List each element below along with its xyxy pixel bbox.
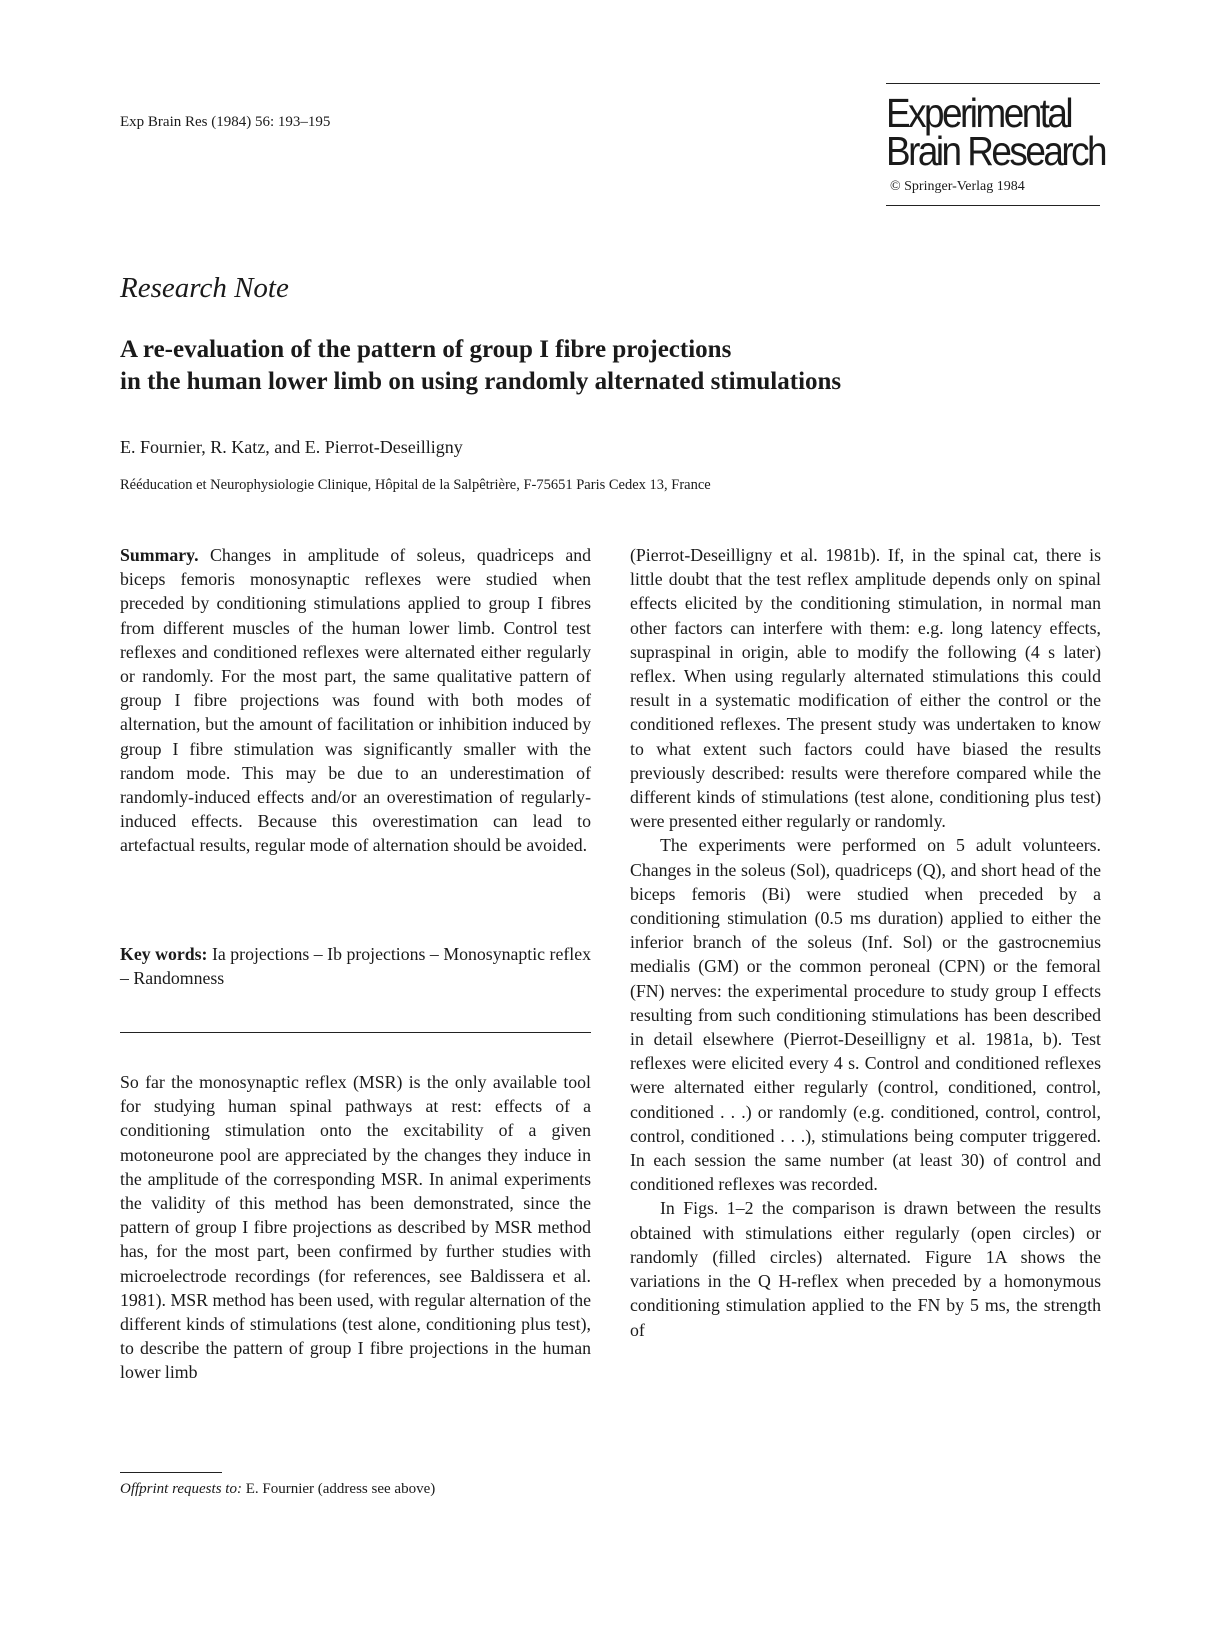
journal-citation: Exp Brain Res (1984) 56: 193–195 bbox=[120, 114, 331, 130]
right-column bbox=[630, 543, 1101, 1342]
journal-name bbox=[886, 90, 1106, 174]
footnote-text: E. Fournier (address see above) bbox=[245, 1481, 436, 1497]
copyright-notice: © Springer-Verlag 1984 bbox=[890, 179, 1025, 194]
title-line-1: A re-evaluation of the pattern of group I fibre projections bbox=[120, 336, 732, 363]
footnote-rule bbox=[120, 1472, 222, 1473]
masthead-bottom-rule bbox=[886, 205, 1100, 206]
journal-masthead bbox=[886, 83, 1106, 206]
intro-section bbox=[120, 1070, 591, 1385]
intro-paragraph: So far the monosynaptic reflex (MSR) is the only available tool for studying human spinal pathways at rest: effects of a conditioning stimulation onto the excitability of a given motoneurone pool are appreciated by the changes they induce in the amplitude of the corresponding MSR. In animal experiments the validity of this method has been demonstrated, since the pattern of group I fibre projections as described by MSR method has, for the most part, been confirmed by further studies with microelectrode recordings (for references, see Baldissera et al. 1981). MSR method has been used, with regular alternation of the different kinds of stimulations (test alone, conditioning plus test), to describe the pattern of group I fibre projections in the human lower limb bbox=[120, 1072, 591, 1383]
journal-name-line1: Experimental bbox=[886, 90, 1072, 136]
offprint-footnote bbox=[120, 1481, 435, 1498]
footnote-label: Offprint requests to: bbox=[120, 1481, 242, 1497]
section-divider bbox=[120, 1032, 591, 1033]
summary-text: Changes in amplitude of soleus, quadriceps and biceps femoris monosynaptic reflexes were studied when preceded by conditioning stimulations applied to group I fibres from different muscles of the human lower limb. Control test reflexes and conditioned reflexes were alternated either regularly or randomly. For the most part, the same qualitative pattern of group I fibre projections was found with both modes of alternation, but the amount of facilitation or inhibition induced by group I fibre stimulation was significantly smaller with the random mode. This may be due to an underestimation of randomly-induced effects and/or an overestimation of regularly-induced effects. Because this overestimation can lead to artefactual results, regular mode of alternation should be avoided. bbox=[120, 545, 591, 856]
article-title bbox=[120, 334, 1120, 398]
title-line-2: in the human lower limb on using randomly alternated stimulations bbox=[120, 368, 842, 395]
body-paragraph-2: The experiments were performed on 5 adult volunteers. Changes in the soleus (Sol), quadriceps (Q), and short head of the biceps femoris (Bi) were studied when preceded by a conditioning stimulation (0.5 ms duration) applied to either the inferior branch of the soleus (Inf. Sol) or the gastrocnemius medialis (GM) or the common peroneal (CPN) or the femoral (FN) nerves: the experimental procedure to study group I effects resulting from such conditioning stimulations has been described in detail elsewhere (Pierrot-Deseilligny et al. 1981a, b). Test reflexes were elicited every 4 s. Control and conditioned reflexes were alternated either regularly (control, conditioned, control, conditioned . . .) or randomly (e.g. conditioned, control, control, control, conditioned . . .), stimulations being computer triggered. In each session the same number (at least 30) of control and conditioned reflexes was recorded. bbox=[630, 835, 1101, 1195]
summary-label: Summary. bbox=[120, 545, 199, 565]
keywords-section bbox=[120, 942, 591, 990]
body-paragraph-3: In Figs. 1–2 the comparison is drawn between the results obtained with stimulations either regularly (open circles) or randomly (filled circles) alternated. Figure 1A shows the variations in the Q H-reflex when preceded by a homonymous conditioning stimulation applied to the FN by 5 ms, the strength of bbox=[630, 1198, 1101, 1340]
masthead-top-rule bbox=[886, 83, 1100, 84]
section-label: Research Note bbox=[120, 272, 289, 304]
author-affiliation: Rééducation et Neurophysiologie Clinique, Hôpital de la Salpêtrière, F-75651 Paris Cedex 13, France bbox=[120, 477, 711, 493]
author-list: E. Fournier, R. Katz, and E. Pierrot-Deseilligny bbox=[120, 437, 463, 457]
body-paragraph-1: (Pierrot-Deseilligny et al. 1981b). If, in the spinal cat, there is little doubt that the test reflex amplitude depends only on spinal effects elicited by the conditioning stimulation, in normal man other factors can interfere with them: e.g. long latency effects, supraspinal in origin, able to modify the following (4 s later) reflex. When using regularly alternated stimulations this could result in a systematic modification of either the control or the conditioned reflexes. The present study was undertaken to know to what extent such factors could have biased the results previously described: results were therefore compared while the different kinds of stimulations (test alone, conditioning plus test) were presented either regularly or randomly. bbox=[630, 545, 1101, 832]
keywords-text: Ia projections – Ib projections – Monosynaptic reflex – Randomness bbox=[120, 944, 591, 989]
summary-section bbox=[120, 543, 591, 858]
keywords-label: Key words: bbox=[120, 944, 208, 964]
journal-name-line2: Brain Research bbox=[886, 128, 1106, 174]
